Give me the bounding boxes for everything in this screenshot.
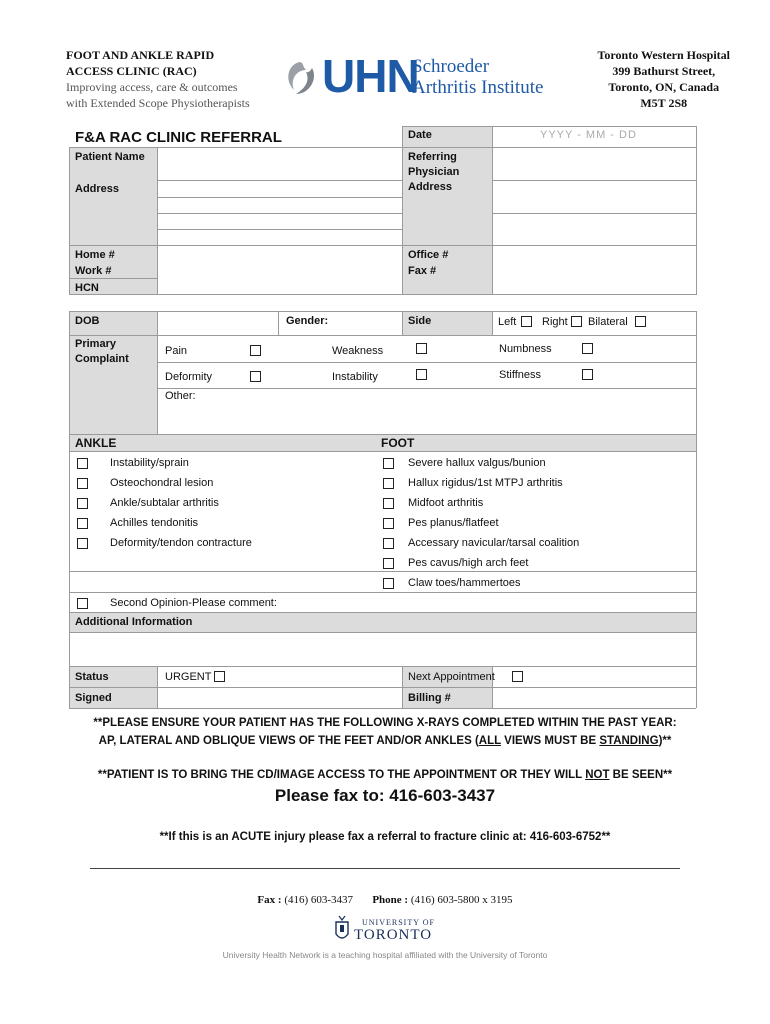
signed-field[interactable] bbox=[158, 688, 401, 707]
foot-item-1: Severe hallux valgus/bunion bbox=[408, 457, 546, 469]
tagline-line1: Improving access, care & outcomes bbox=[66, 80, 238, 94]
left-label: Left bbox=[498, 316, 517, 328]
next-appointment-label: Next Appointment bbox=[408, 671, 495, 683]
date-field[interactable]: YYYY - MM - DD bbox=[540, 129, 637, 141]
foot-checkbox-1[interactable] bbox=[383, 458, 394, 469]
ankle-header: ANKLE bbox=[75, 436, 117, 450]
dob-label: DOB bbox=[75, 315, 100, 327]
foot-item-7: Claw toes/hammertoes bbox=[408, 577, 521, 589]
office-fax-field[interactable] bbox=[493, 246, 695, 294]
signed-label: Signed bbox=[75, 692, 112, 704]
hospital-city: Toronto, ON, Canada bbox=[608, 80, 720, 94]
clinic-header bbox=[66, 47, 250, 111]
ankle-item-2: Osteochondral lesion bbox=[110, 477, 214, 489]
other-field[interactable] bbox=[200, 389, 695, 433]
pain-label: Pain bbox=[165, 345, 188, 357]
foot-checkbox-7[interactable] bbox=[383, 578, 394, 589]
additional-info-label: Additional Information bbox=[75, 616, 193, 628]
deformity-label: Deformity bbox=[165, 371, 213, 383]
foot-checkbox-5[interactable] bbox=[383, 538, 394, 549]
clinic-name-line1: FOOT AND ANKLE RAPID bbox=[66, 48, 215, 62]
weakness-checkbox[interactable] bbox=[416, 343, 427, 354]
hospital-street: 399 Bathurst Street, bbox=[612, 64, 716, 78]
urgent-checkbox[interactable] bbox=[214, 671, 225, 682]
bilateral-label: Bilateral bbox=[588, 316, 628, 328]
ankle-item-5: Deformity/tendon contracture bbox=[110, 537, 252, 549]
patient-name-label: Patient Name bbox=[75, 151, 145, 163]
uoft-line2: TORONTO bbox=[354, 927, 433, 943]
logo-institute-text bbox=[412, 56, 543, 98]
ankle-item-3: Ankle/subtalar arthritis bbox=[110, 497, 219, 509]
ankle-checkbox-5[interactable] bbox=[77, 538, 88, 549]
ankle-item-1: Instability/sprain bbox=[110, 457, 189, 469]
foot-item-4: Pes planus/flatfeet bbox=[408, 517, 499, 529]
hospital-postal: M5T 2S8 bbox=[640, 96, 688, 110]
additional-info-field[interactable] bbox=[70, 633, 695, 665]
foot-item-2: Hallux rigidus/1st MTPJ arthritis bbox=[408, 477, 563, 489]
stiffness-checkbox[interactable] bbox=[582, 369, 593, 380]
crest-icon bbox=[334, 914, 350, 944]
ankle-item-4: Achilles tendonitis bbox=[110, 517, 199, 529]
fax-label: Fax # bbox=[408, 265, 437, 277]
uoft-line1: UNIVERSITY OF bbox=[362, 918, 435, 927]
foot-checkbox-2[interactable] bbox=[383, 478, 394, 489]
home-label: Home # bbox=[75, 249, 115, 261]
work-label: Work # bbox=[75, 265, 112, 277]
foot-checkbox-3[interactable] bbox=[383, 498, 394, 509]
acute-injury-notice: **If this is an ACUTE injury please fax a referral to fracture clinic at: 416-603-6752** bbox=[159, 831, 611, 843]
ankle-checkbox-3[interactable] bbox=[77, 498, 88, 509]
swirl-icon bbox=[282, 58, 318, 98]
logo-line2: Arthritis Institute bbox=[412, 77, 544, 98]
uoft-logo bbox=[334, 912, 444, 946]
patient-name-field[interactable] bbox=[158, 148, 401, 179]
footer-contact bbox=[0, 894, 770, 906]
footer-phone-value: (416) 603-5800 x 3195 bbox=[410, 894, 513, 906]
billing-field[interactable] bbox=[493, 688, 695, 707]
footer-fax-value: (416) 603-3437 bbox=[284, 894, 354, 906]
address-field[interactable] bbox=[158, 181, 401, 244]
referring-physician-field[interactable] bbox=[493, 148, 695, 244]
hcn-label: HCN bbox=[75, 282, 99, 294]
footer-fax-label: Fax : bbox=[257, 894, 282, 906]
footer-phone-label: Phone : bbox=[372, 894, 409, 906]
xray-notice-line1: **PLEASE ENSURE YOUR PATIENT HAS THE FOLLOWING X-RAYS COMPLETED WITHIN THE PAST YEAR: bbox=[93, 717, 677, 729]
billing-label: Billing # bbox=[408, 692, 451, 704]
right-label: Right bbox=[542, 316, 568, 328]
office-label: Office # bbox=[408, 249, 449, 261]
clinic-name-line2: ACCESS CLINIC (RAC) bbox=[66, 64, 197, 78]
cd-notice: **PATIENT IS TO BRING THE CD/IMAGE ACCESS TO THE APPOINTMENT OR THEY WILL NOT BE SEEN** bbox=[97, 769, 673, 781]
affiliation-text: University Health Network is a teaching hospital affiliated with the University of Toronto bbox=[222, 950, 548, 960]
second-opinion-checkbox[interactable] bbox=[77, 598, 88, 609]
other-label: Other: bbox=[165, 390, 196, 402]
weakness-label: Weakness bbox=[332, 345, 384, 357]
logo-main-text: UHN bbox=[322, 50, 419, 102]
stiffness-label: Stiffness bbox=[499, 369, 541, 381]
bilateral-checkbox[interactable] bbox=[635, 316, 646, 327]
foot-checkbox-4[interactable] bbox=[383, 518, 394, 529]
referring-physician-label: Referring Physician Address bbox=[408, 151, 460, 193]
deformity-checkbox[interactable] bbox=[250, 371, 261, 382]
urgent-label: URGENT bbox=[165, 671, 212, 683]
date-label: Date bbox=[408, 129, 432, 141]
address-label: Address bbox=[75, 183, 120, 195]
instability-label: Instability bbox=[332, 371, 378, 383]
uhn-logo bbox=[282, 50, 562, 102]
foot-header: FOOT bbox=[381, 436, 415, 450]
dob-field[interactable] bbox=[158, 312, 277, 334]
second-opinion-label: Second Opinion-Please comment: bbox=[110, 597, 277, 609]
next-appointment-checkbox[interactable] bbox=[512, 671, 523, 682]
status-label: Status bbox=[75, 671, 109, 683]
phone-hcn-field[interactable] bbox=[158, 246, 401, 294]
ankle-checkbox-1[interactable] bbox=[77, 458, 88, 469]
tagline-line2: with Extended Scope Physiotherapists bbox=[66, 96, 250, 110]
pain-checkbox[interactable] bbox=[250, 345, 261, 356]
hospital-name: Toronto Western Hospital bbox=[597, 48, 730, 62]
instability-checkbox[interactable] bbox=[416, 369, 427, 380]
left-checkbox[interactable] bbox=[521, 316, 532, 327]
ankle-checkbox-2[interactable] bbox=[77, 478, 88, 489]
numbness-label: Numbness bbox=[499, 343, 552, 355]
foot-item-6: Pes cavus/high arch feet bbox=[408, 557, 529, 569]
hospital-address bbox=[598, 47, 730, 111]
numbness-checkbox[interactable] bbox=[582, 343, 593, 354]
foot-item-5: Accessary navicular/tarsal coalition bbox=[408, 537, 580, 549]
foot-checkbox-6[interactable] bbox=[383, 558, 394, 569]
gender-label: Gender: bbox=[286, 315, 329, 327]
form-title: F&A RAC CLINIC REFERRAL bbox=[75, 129, 282, 146]
foot-item-3: Midfoot arthritis bbox=[408, 497, 484, 509]
ankle-checkbox-4[interactable] bbox=[77, 518, 88, 529]
logo-line1: Schroeder bbox=[412, 56, 490, 77]
fax-to-heading: Please fax to: 416-603-3437 bbox=[274, 786, 496, 805]
right-checkbox[interactable] bbox=[571, 316, 582, 327]
xray-notice-line2: AP, LATERAL AND OBLIQUE VIEWS OF THE FEET AND/OR ANKLES (ALL VIEWS MUST BE STANDING)** bbox=[98, 735, 672, 747]
side-label: Side bbox=[408, 315, 432, 327]
primary-complaint-label: Primary Complaint bbox=[75, 338, 129, 365]
